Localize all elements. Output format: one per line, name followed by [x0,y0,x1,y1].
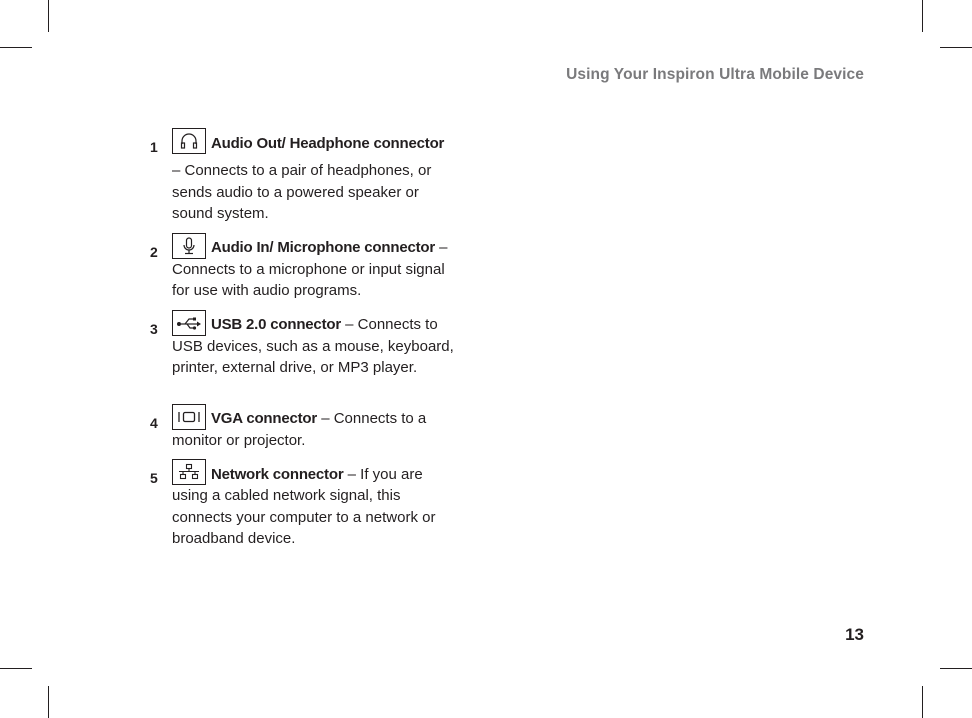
connector-list [150,128,490,550]
connector-desc-line: using a cabled network signal, this [172,487,401,504]
connector-item-usb [150,310,490,379]
crop-mark [0,668,32,669]
connector-desc-line: printer, external drive, or MP3 player. [172,359,418,376]
connector-item-vga [150,404,490,452]
crop-mark [940,47,972,48]
connector-title: Audio Out/ Headphone connector [211,134,445,152]
page-number: 13 [845,625,864,644]
item-number: 2 [150,243,158,260]
connector-desc-line: Connects to a microphone or input signal [172,260,445,278]
connector-item-audio-in [150,233,490,302]
vga-icon [172,404,206,430]
crop-mark [922,0,923,32]
connector-desc-line: sends audio to a powered speaker or [172,183,419,201]
connector-desc-line: – Connects to a pair of headphones, or [172,162,432,179]
item-number: 1 [150,139,158,155]
connector-desc-lead: – [435,239,448,256]
connector-title: USB 2.0 connector [211,316,341,333]
usb-icon [172,310,206,336]
crop-mark [922,686,923,718]
network-icon [172,459,206,485]
headphone-icon [172,128,206,154]
crop-mark [48,686,49,718]
crop-mark [48,0,49,32]
connector-desc-lead: – Connects to [340,316,438,333]
crop-mark [940,668,972,669]
connector-title: VGA connector [211,410,318,427]
microphone-icon [172,233,206,259]
connector-item-audio-out [150,128,490,225]
connector-desc-line: monitor or projector. [172,431,306,449]
connector-item-network [150,459,490,550]
running-header: Using Your Inspiron Ultra Mobile Device [566,66,864,83]
connector-desc-lead: – Connects to a [317,410,427,427]
item-number: 3 [150,320,158,337]
connector-title: Network connector [211,465,344,483]
connector-title: Audio In/ Microphone connector [211,239,435,256]
connector-desc-line: broadband device. [172,530,296,547]
crop-mark [0,47,32,48]
connector-desc-line: for use with audio programs. [172,282,362,299]
connector-desc-line: connects your computer to a network or [172,508,436,526]
connector-desc-line: sound system. [172,205,269,222]
item-number: 5 [150,470,158,486]
connector-desc-line: USB devices, such as a mouse, keyboard, [172,337,454,355]
item-number: 4 [150,414,158,431]
connector-desc-lead: – If you are [343,465,423,483]
